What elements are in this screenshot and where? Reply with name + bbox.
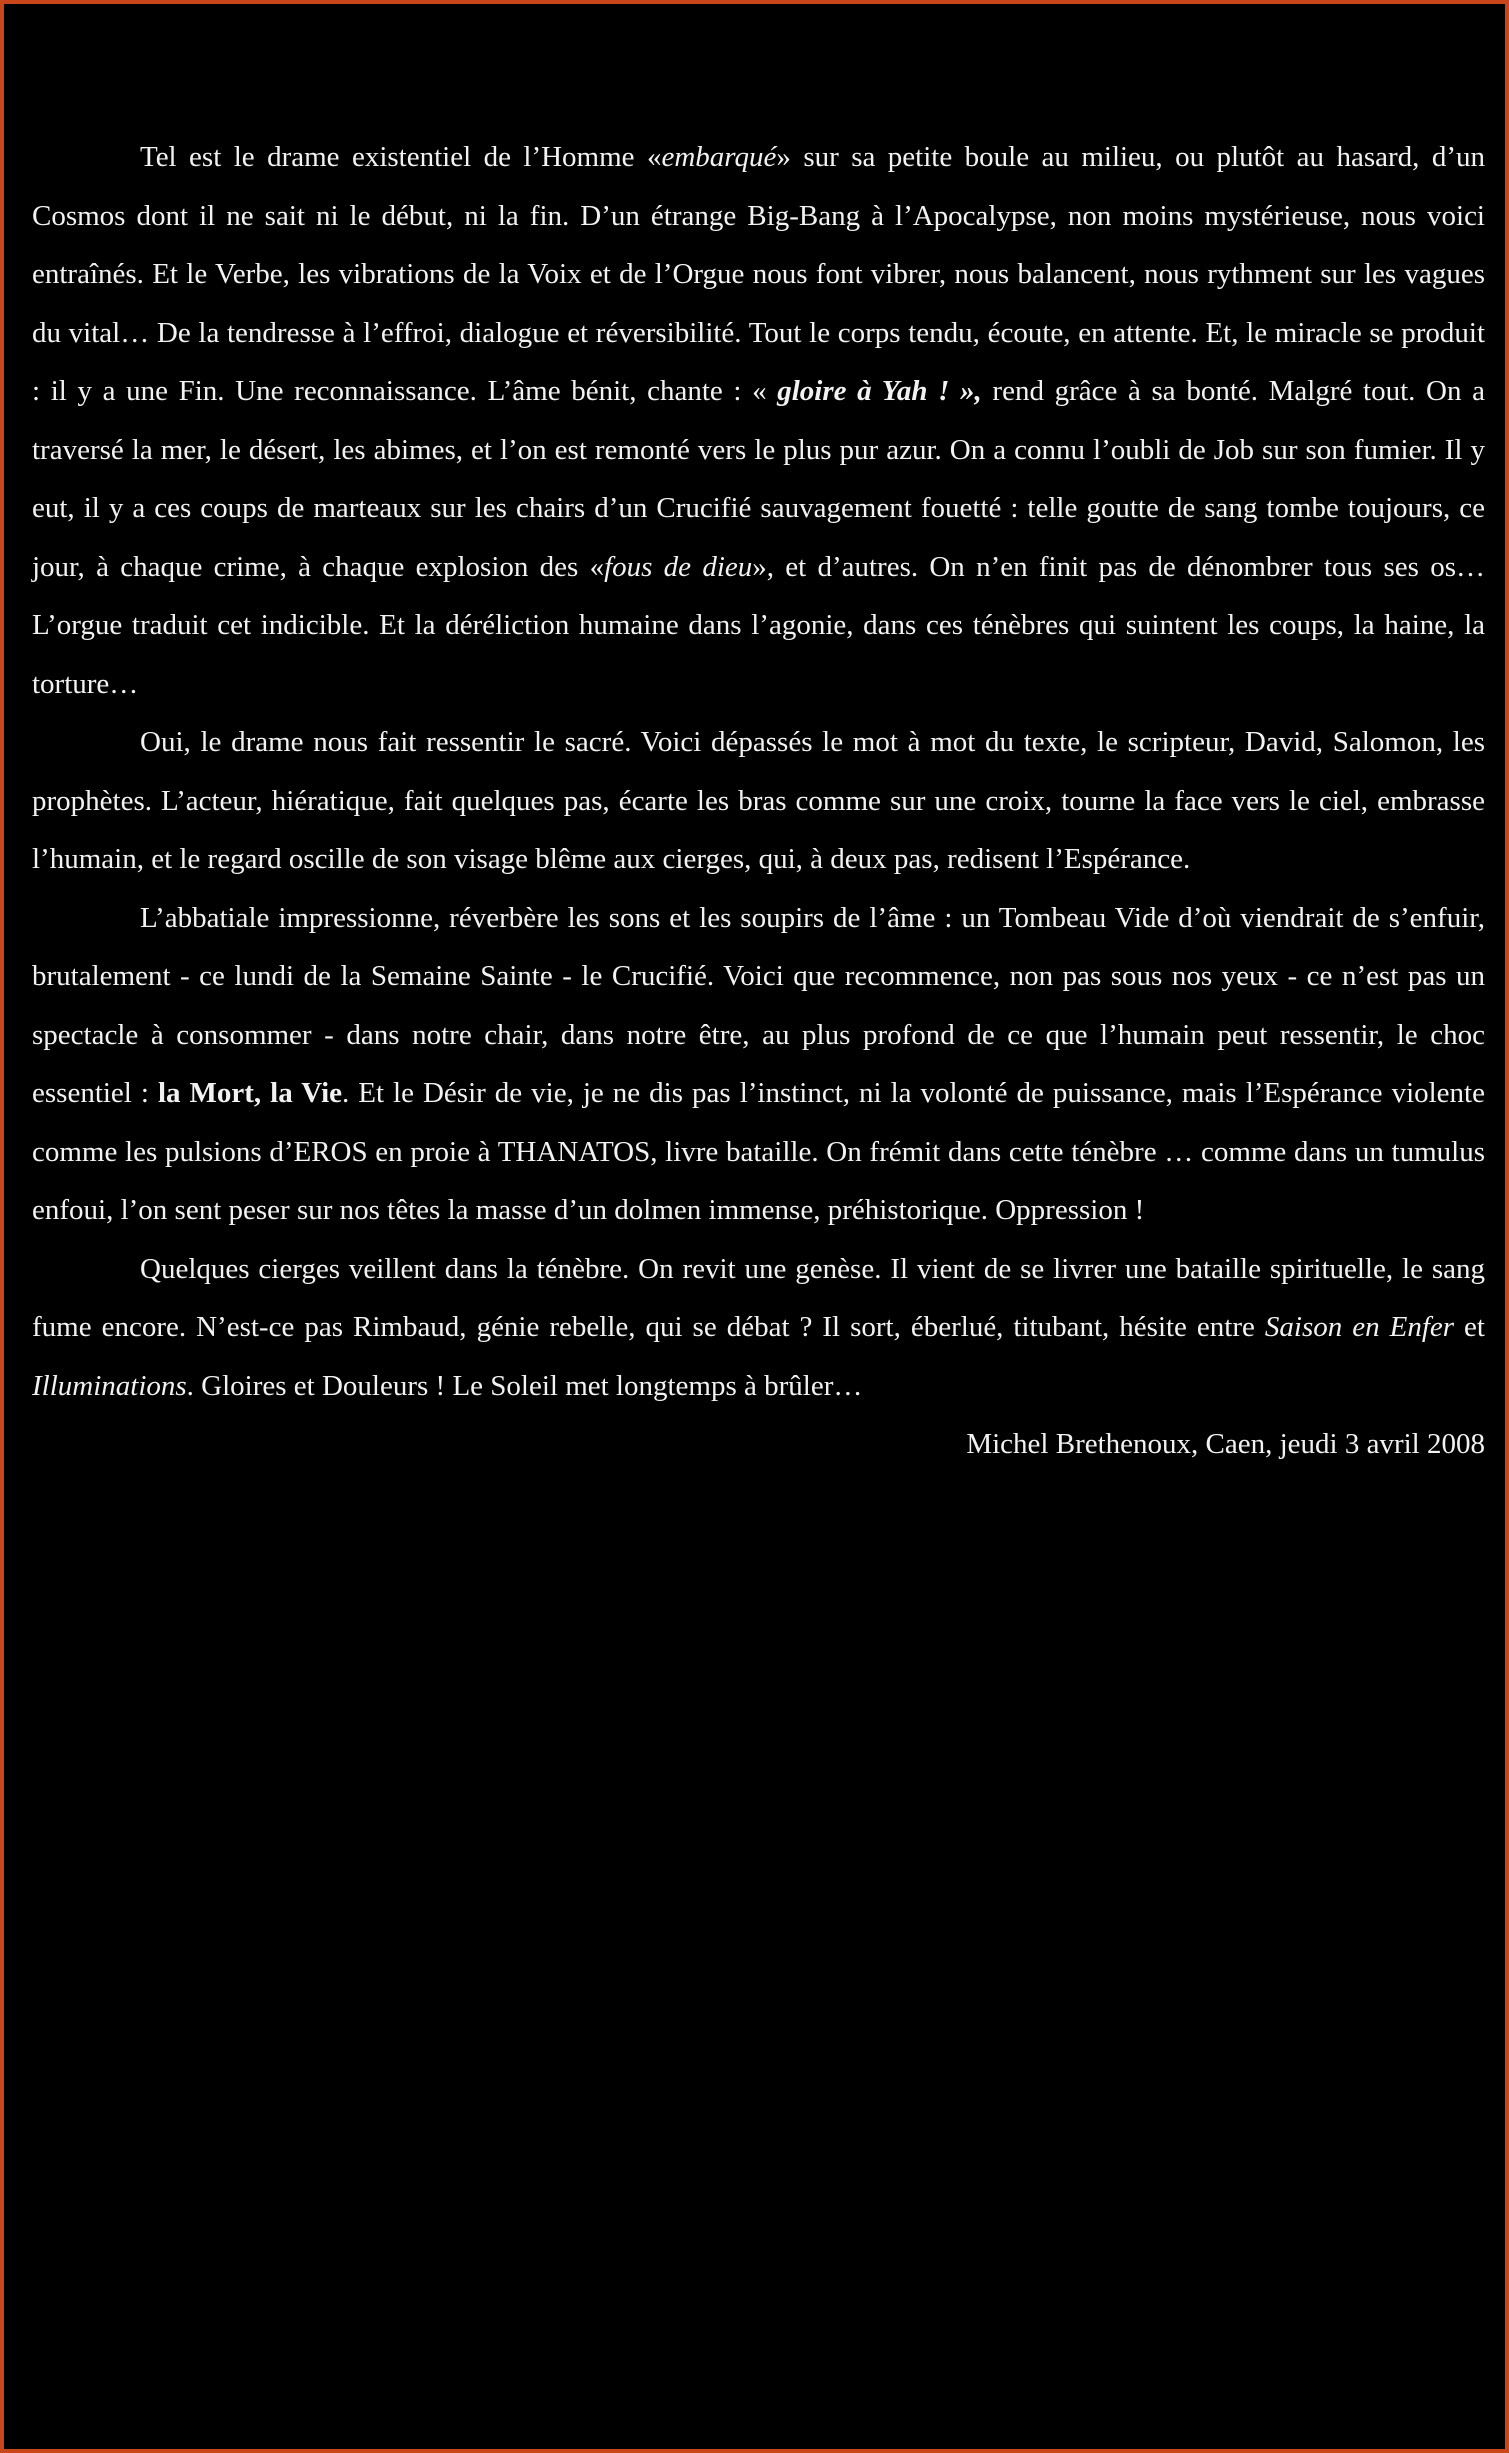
paragraph-3 [32, 889, 1485, 1240]
text-segment: Tel est le drame existentiel de l’Homme « [140, 141, 662, 173]
paragraph-1 [32, 128, 1485, 713]
text-segment: Saison en Enfer [1264, 1311, 1455, 1343]
text-segment: et [1454, 1311, 1485, 1343]
signature: Michel Brethenoux, Caen, jeudi 3 avril 2008 [966, 1428, 1485, 1460]
text-segment: Quelques cierges veillent dans la ténèbre. On revit une genèse. Il vient de se livrer une bataille spirituelle, le sang fume encore. N’est-ce pas Rimbaud, génie rebelle, qui se débat ? Il sort, éberlué, titubant, hésite entre [32, 1252, 1485, 1343]
text-segment: » sur sa petite boule au milieu, ou plutôt au hasard, d’un Cosmos dont il ne sait ni le début, ni la fin. D’un étrange Big-Bang à l’Apocalypse, non moins mystérieuse, nous voici entraînés. Et le Verbe, les vibrations de la Voix et de l’Orgue nous font vibrer, nous balancent, nous rythment sur les vagues du vital… De la tendresse à l’effroi, dialogue et réversibilité. Tout le corps tendu, écoute, en attente. Et, le miracle se produit : il y a une Fin. Une reconnaissance. L’âme bénit, chante : « [32, 141, 1485, 407]
paragraph-2 [32, 713, 1485, 889]
essay-text [32, 128, 1485, 1474]
text-segment: rend grâce à sa bonté. Malgré tout. On a traversé la mer, le désert, les abimes, et l’on est remonté vers le plus pur azur. On a connu l’oubli de Job sur son fumier. Il y eut, il y a ces coups de marteaux sur les chairs d’un Crucifié sauvagement fouetté : telle goutte de sang tombe toujours, ce jour, à chaque crime, à chaque explosion des « [32, 375, 1485, 583]
text-segment: . Gloires et Douleurs ! Le Soleil met longtemps à brûler… [186, 1369, 863, 1402]
text-segment: », et d’autres. On n’en finit pas de dénombrer tous ses os… L’orgue traduit cet indicible. Et la déréliction humaine dans l’agonie, dans ces ténèbres qui suintent les coups, la haine, la torture… [32, 550, 1485, 700]
text-segment: embarqué [661, 141, 777, 173]
text-segment: fous de dieu [604, 550, 753, 583]
text-segment: Illuminations [32, 1369, 187, 1402]
text-segment: . Et le Désir de vie, je ne dis pas l’instinct, ni la volonté de puissance, mais l’Espérance violente comme les pulsions d’EROS en proie à THANATOS, livre bataille. On frémit dans cette ténèbre … comme dans un tumulus enfoui, l’on sent peser sur nos têtes la masse d’un dolmen immense, préhistorique. Oppression ! [32, 1077, 1485, 1226]
text-segment: la Mort, la Vie [157, 1077, 342, 1109]
paragraph-4 [32, 1240, 1485, 1416]
text-segment: L’abbatiale impressionne, réverbère les sons et les soupirs de l’âme : un Tombeau Vide d’où viendrait de s’enfuir, brutalement - ce lundi de la Semaine Sainte - le Crucifié. Voici que recommence, non pas sous nos yeux - ce n’est pas un spectacle à consommer - dans notre chair, dans notre être, au plus profond de ce que l’humain peut ressentir, le choc essentiel : [32, 901, 1485, 1109]
text-segment: Oui, le drame nous fait ressentir le sacré. Voici dépassés le mot à mot du texte, le scripteur, David, Salomon, les prophètes. L’acteur, hiératique, fait quelques pas, écarte les bras comme sur une croix, tourne la face vers le ciel, embrasse l’humain, et le regard oscille de son visage blême aux cierges, qui, à deux pas, redisent l’Espérance. [32, 726, 1485, 875]
text-segment: gloire à Yah ! », [777, 375, 982, 407]
